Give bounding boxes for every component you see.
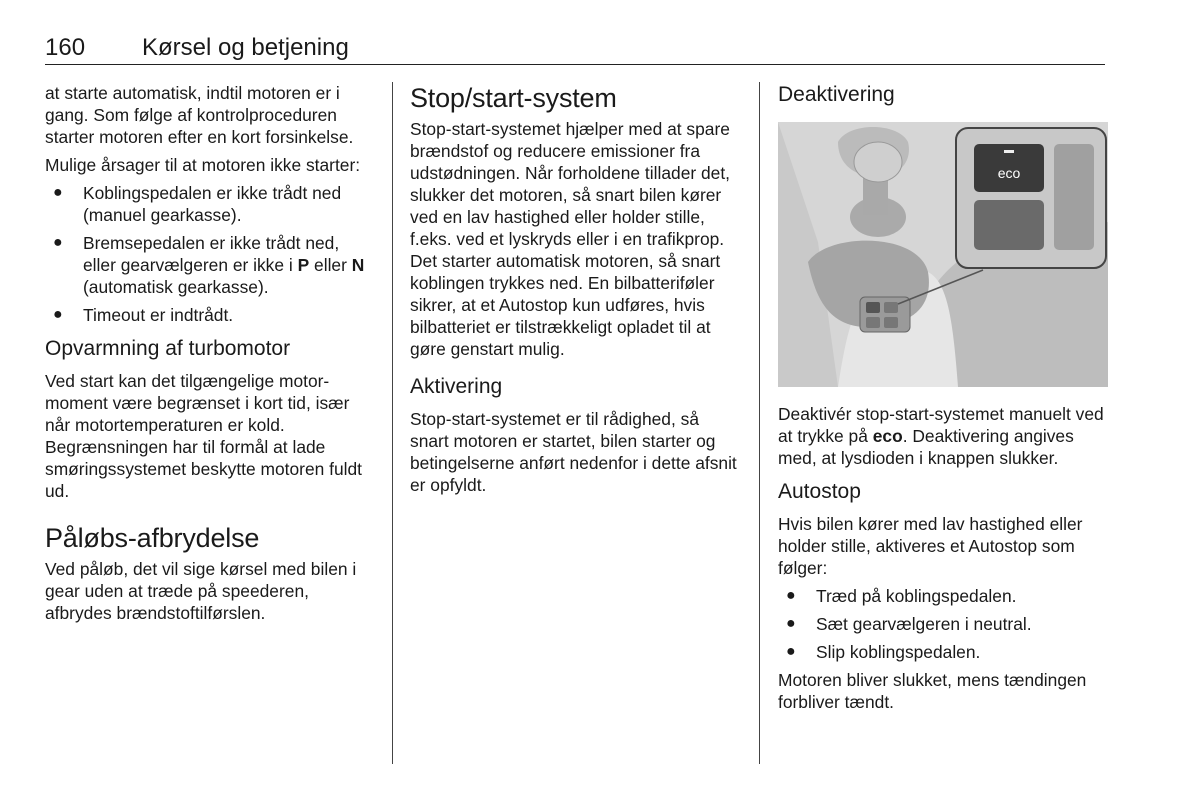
list-item: ● Timeout er indtrådt. <box>53 305 234 325</box>
heading-aktivering: Aktivering <box>410 375 503 398</box>
paragraph: Deaktivér stop-start-systemet manuelt ved at trykke på eco. Deaktivering angives med, at lysdioden i knappen slukker. <box>778 404 1104 468</box>
column-divider <box>759 82 760 764</box>
bullet-icon: ● <box>786 587 796 604</box>
bullet-icon: ● <box>53 184 63 201</box>
list-item: ● Bremsepedalen er ikke trådt ned, eller gearvælgeren er ikke i P eller N (automatisk gearkasse). <box>53 233 365 297</box>
list-item: ● Træd på koblingspedalen. <box>786 586 1017 606</box>
heading-deaktivering: Deaktivering <box>778 83 895 106</box>
column-middle <box>410 82 740 502</box>
bullet-list <box>778 585 1108 663</box>
paragraph: at starte automatisk, indtil motoren er i gang. Som følge af kontrolproceduren starter motoren efter en kort forsinkelse. <box>45 83 354 147</box>
page-header <box>45 34 1105 65</box>
column-left <box>45 82 375 630</box>
gear-p-label: P <box>297 255 310 275</box>
bullet-icon: ● <box>53 306 63 323</box>
list-item: ● Slip koblingspedalen. <box>786 642 981 662</box>
paragraph: Motoren bliver slukket, mens tændingen forbliver tændt. <box>778 670 1087 712</box>
chapter-title: Kørsel og betjening <box>142 34 349 61</box>
paragraph: Ved start kan det tilgængelige motormoment være begrænset i kort tid, især når motortemperaturen er kold. Begrænsningen har til formål at lade smøringssystemet beskytte motoren fuldt ud. <box>45 371 363 501</box>
paragraph: Mulige årsager til at motoren ikke starter: <box>45 155 361 175</box>
heading-turbo: Opvarmning af turbomotor <box>45 337 291 360</box>
eco-button-illustration <box>778 122 1108 387</box>
heading-paloeb: Påløbs-afbrydelse <box>45 523 260 553</box>
eco-label: eco <box>872 426 903 446</box>
heading-stop-start: Stop/start-system <box>410 83 617 113</box>
page-number: 160 <box>45 34 86 61</box>
eco-button-label: eco <box>997 165 1021 181</box>
paragraph: Hvis bilen kører med lav hastighed eller holder stille, aktiveres et Autostop som følger: <box>778 514 1083 578</box>
gear-n-label: N <box>351 255 365 275</box>
list-item: ● Koblingspedalen er ikke trådt ned (manuel gearkasse). <box>53 183 342 225</box>
heading-autostop: Autostop <box>778 480 861 503</box>
paragraph: Stop-start-systemet hjælper med at spare brændstof og reducere emissioner fra udstødningen. Når forholdene tillader det, slukker det motoren, så snart bilen kører ved en lav hastighed eller holder stille, f.eks. ved et lyskryds eller i en trafikprop. Det starter automatisk motoren, så snart koblingen trykkes ned. En bilbatteriføler sikrer, at et Autostop kun udføres, hvis bilbatteriet er tilstrækkeligt opladet til at gøre genstart mulig. <box>410 119 730 359</box>
column-right <box>778 82 1108 719</box>
column-divider <box>392 82 393 764</box>
list-item: ● Sæt gearvælgeren i neutral. <box>786 614 1032 634</box>
bullet-icon: ● <box>786 643 796 660</box>
paragraph: Stop-start-systemet er til rådighed, så snart motoren er startet, bilen starter og betingelserne anført nedenfor i dette afsnit er opfyldt. <box>410 409 737 495</box>
bullet-icon: ● <box>786 615 796 632</box>
bullet-icon: ● <box>53 234 63 251</box>
bullet-list <box>45 182 375 326</box>
paragraph: Ved påløb, det vil sige kørsel med bilen i gear uden at træde på speederen, afbrydes brændstoftilførslen. <box>45 559 357 623</box>
